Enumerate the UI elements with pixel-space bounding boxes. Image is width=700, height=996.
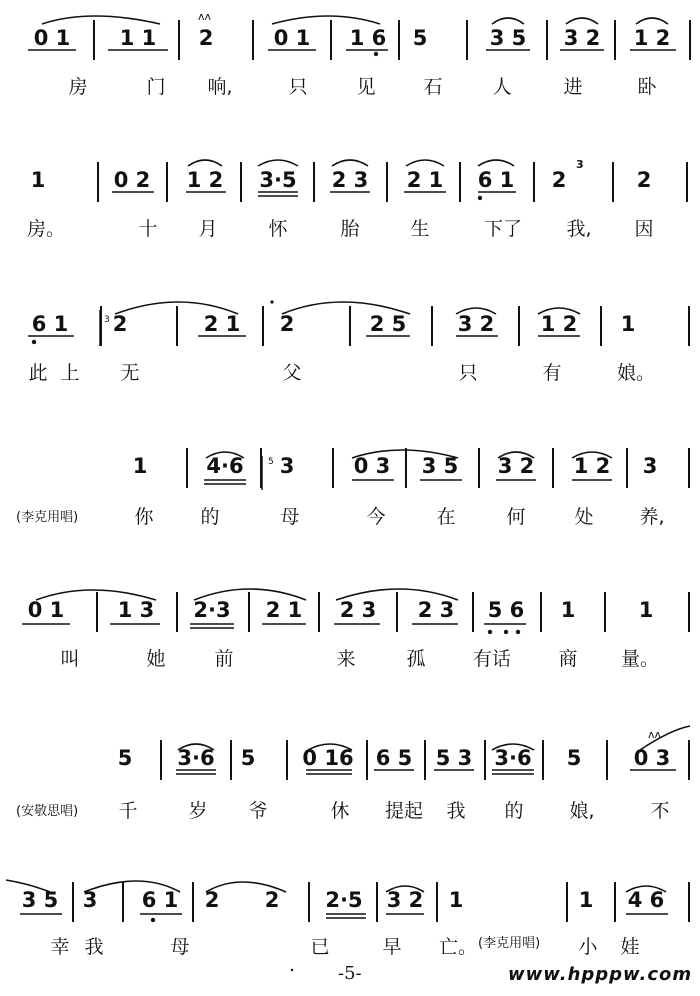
note-group: 1 3 — [117, 598, 155, 622]
bar-line — [166, 162, 168, 202]
bar-line — [533, 162, 535, 202]
svg-text:ʌʌ: ʌʌ — [648, 728, 662, 741]
bar-line — [97, 162, 99, 202]
lyrics-row — [0, 502, 700, 532]
lyric: 休 — [330, 800, 350, 822]
bar-line — [286, 740, 288, 780]
note-group: 1 — [578, 888, 594, 912]
bar-line — [552, 448, 554, 488]
lyric: 千 — [118, 800, 138, 822]
lyrics-row — [0, 644, 700, 674]
bar-line — [330, 20, 332, 60]
bar-line — [405, 448, 407, 488]
lyric: 月 — [198, 218, 218, 240]
notation-row — [0, 880, 700, 924]
lyric: 有 — [542, 362, 562, 384]
note-group: 2 3 — [331, 168, 369, 192]
note-group: 1 — [560, 598, 576, 622]
lyric: 母 — [170, 936, 190, 958]
note-group: 6 1 — [477, 168, 515, 192]
note-group: 6 1 — [141, 888, 179, 912]
note-group: 3 2 — [457, 312, 495, 336]
note-group: 5 6 — [487, 598, 525, 622]
note-group: 3 — [82, 888, 98, 912]
note-group: 5 — [240, 746, 256, 770]
bar-line — [542, 740, 544, 780]
note-group: 3 2 — [386, 888, 424, 912]
bar-line — [349, 306, 351, 346]
note-group: 1 1 — [119, 26, 157, 50]
note-group: 3 2 — [497, 454, 535, 478]
website-watermark: www.hpppw.com — [508, 964, 693, 985]
svg-text:ʌʌ: ʌʌ — [198, 10, 212, 23]
note-group: 6 5 — [375, 746, 413, 770]
note-group: 3 — [279, 454, 295, 478]
note-group: 1 2 — [186, 168, 224, 192]
note-group: 5 — [117, 746, 133, 770]
note-group: 1 — [30, 168, 46, 192]
note-group: 4 6 — [627, 888, 665, 912]
lyric: 下了 — [483, 218, 523, 240]
singer-label: (安敬思唱) — [16, 804, 79, 819]
lyric: 爷 — [248, 800, 268, 822]
notation-row — [0, 446, 700, 490]
bar-line — [459, 162, 461, 202]
notation-row — [0, 590, 700, 634]
lyric: 此 — [28, 362, 48, 384]
bar-line — [308, 882, 310, 922]
bar-line — [313, 162, 315, 202]
bar-line — [600, 306, 602, 346]
lyric: 前 — [214, 648, 234, 670]
bar-line — [626, 448, 628, 488]
lyric: 何 — [506, 506, 526, 528]
bar-line — [431, 306, 433, 346]
bar-line — [688, 740, 690, 780]
lyric: 有话 — [472, 648, 512, 670]
lyric: 无 — [120, 362, 140, 384]
lyric: 在 — [436, 506, 456, 528]
lyric: 生 — [410, 218, 430, 240]
bar-line — [376, 882, 378, 922]
lyric: 不 — [650, 800, 670, 822]
svg-text:3: 3 — [104, 315, 110, 325]
note-group: 2·5 — [325, 888, 363, 912]
bar-line — [178, 20, 180, 60]
lyric: 我, — [566, 218, 592, 240]
bar-line — [332, 448, 334, 488]
bar-line — [176, 592, 178, 632]
lyric: 幸 — [50, 936, 70, 958]
lyric: 已 — [310, 936, 330, 958]
lyric: 娘。 — [616, 362, 656, 384]
bar-line — [318, 592, 320, 632]
bar-line — [230, 740, 232, 780]
bar-line — [689, 20, 691, 60]
note-group: 3 — [642, 454, 658, 478]
lyric: 我 — [84, 936, 104, 958]
lyric: 卧 — [637, 76, 657, 98]
bar-line — [72, 882, 74, 922]
notation-row — [0, 160, 700, 204]
notation-row — [0, 738, 700, 782]
lyric: 房。 — [26, 218, 66, 240]
bar-line — [688, 448, 690, 488]
note-group: 3·6 — [494, 746, 532, 770]
svg-text:5: 5 — [268, 457, 274, 467]
bar-line — [252, 20, 254, 60]
bar-line — [546, 20, 548, 60]
lyrics-row — [0, 214, 700, 244]
note-group: 6 1 — [31, 312, 69, 336]
bar-line — [424, 740, 426, 780]
note-group: 3 5 — [489, 26, 527, 50]
lyrics-row — [0, 72, 700, 102]
lyric: 娘, — [569, 800, 595, 822]
lyrics-row — [0, 932, 700, 962]
bar-line — [262, 306, 264, 346]
bar-line — [398, 20, 400, 60]
bar-line — [100, 306, 102, 346]
note-group: 2 — [279, 312, 295, 336]
lyric: 商 — [558, 648, 578, 670]
lyric: 今 — [366, 506, 386, 528]
bar-line — [192, 882, 194, 922]
lyric: 怀 — [268, 218, 288, 240]
note-group: 3·6 — [177, 746, 215, 770]
note-group: 2 1 — [265, 598, 303, 622]
lyric: 胎 — [340, 218, 360, 240]
lyric: 亡。 — [438, 936, 478, 958]
svg-text:3: 3 — [576, 158, 584, 171]
note-group: 1 2 — [633, 26, 671, 50]
note-group: 1 — [132, 454, 148, 478]
note-group: 0 1 — [273, 26, 311, 50]
bar-line — [466, 20, 468, 60]
bar-line — [472, 592, 474, 632]
note-group: 2 — [551, 168, 567, 192]
bar-line — [396, 592, 398, 632]
note-group: 3 5 — [421, 454, 459, 478]
lyric: 岁 — [188, 800, 208, 822]
lyric: 提起 — [384, 800, 424, 822]
bar-line — [484, 740, 486, 780]
note-group: 0 3 — [353, 454, 391, 478]
lyric: 只 — [288, 76, 308, 98]
bar-line — [93, 20, 95, 60]
bar-line — [606, 740, 608, 780]
notation-row — [0, 18, 700, 62]
bar-line — [160, 740, 162, 780]
lyric: 我 — [446, 800, 466, 822]
bar-line — [614, 882, 616, 922]
note-group: 2 — [198, 26, 214, 50]
bar-line — [248, 592, 250, 632]
bar-line — [518, 306, 520, 346]
lyric: 母 — [280, 506, 300, 528]
lyric: 的 — [504, 800, 524, 822]
note-group: 1 — [638, 598, 654, 622]
note-group: 1 6 — [349, 26, 387, 50]
lyric: 养, — [639, 506, 665, 528]
lyric: 处 — [574, 506, 594, 528]
lyric: 量。 — [620, 648, 660, 670]
note-group: 1 2 — [573, 454, 611, 478]
note-group: 3 2 — [563, 26, 601, 50]
bar-line — [478, 448, 480, 488]
note-group: 3·5 — [259, 168, 297, 192]
bar-line — [96, 592, 98, 632]
note-group: 5 — [412, 26, 428, 50]
singer-label: (李克用唱) — [16, 510, 79, 525]
lyric: 上 — [60, 362, 80, 384]
bar-line — [176, 306, 178, 346]
lyrics-row — [0, 796, 700, 826]
lyric: 父 — [282, 362, 302, 384]
bar-line — [614, 20, 616, 60]
lyric: 你 — [134, 506, 154, 528]
bar-line — [688, 882, 690, 922]
note-group: 1 — [620, 312, 636, 336]
bar-line — [688, 592, 690, 632]
note-group: 0 3 — [633, 746, 671, 770]
note-group: 5 — [566, 746, 582, 770]
note-group: 2 1 — [406, 168, 444, 192]
note-group: 2 5 — [369, 312, 407, 336]
singer-label: (李克用唱) — [478, 936, 541, 951]
bar-line — [122, 882, 124, 922]
lyric: 进 — [563, 76, 583, 98]
lyrics-row — [0, 358, 700, 388]
lyric: 的 — [200, 506, 220, 528]
bar-line — [540, 592, 542, 632]
bar-line — [566, 882, 568, 922]
lyric: 孤 — [406, 648, 426, 670]
note-group: 2 3 — [339, 598, 377, 622]
bar-line — [386, 162, 388, 202]
bar-line — [686, 162, 688, 202]
note-group: 3 5 — [21, 888, 59, 912]
note-group: 2 — [264, 888, 280, 912]
note-group: 2 1 — [203, 312, 241, 336]
lyric: 小 — [578, 936, 598, 958]
note-group: 2 3 — [417, 598, 455, 622]
lyric: 早 — [382, 936, 402, 958]
lyric: 娃 — [620, 936, 640, 958]
page-number: -5- — [338, 963, 362, 984]
note-group: 2·3 — [193, 598, 231, 622]
note-group: 1 — [448, 888, 464, 912]
lyric: 见 — [356, 76, 376, 98]
bar-line — [436, 882, 438, 922]
note-group: 4·6 — [206, 454, 244, 478]
bar-line — [260, 448, 262, 488]
bar-line — [688, 306, 690, 346]
bar-line — [186, 448, 188, 488]
note-group: 0 2 — [113, 168, 151, 192]
note-group: 0 1 — [27, 598, 65, 622]
lyric: 人 — [492, 76, 512, 98]
bar-line — [612, 162, 614, 202]
note-group: 5 3 — [435, 746, 473, 770]
lyric: 响, — [207, 76, 233, 98]
lyric: 因 — [634, 218, 654, 240]
lyric: 她 — [146, 648, 166, 670]
bar-line — [240, 162, 242, 202]
lyric: 十 — [138, 218, 158, 240]
note-group: 0 16 — [302, 746, 354, 770]
lyric: 石 — [423, 76, 443, 98]
lyric: 门 — [146, 76, 166, 98]
notation-row — [0, 304, 700, 348]
bar-line — [366, 740, 368, 780]
note-group: 1 2 — [540, 312, 578, 336]
lyric: 房 — [68, 76, 88, 98]
lyric: 来 — [336, 648, 356, 670]
note-group: 0 1 — [33, 26, 71, 50]
bar-line — [604, 592, 606, 632]
lyric: 只 — [458, 362, 478, 384]
note-group: 2 — [636, 168, 652, 192]
lyric: 叫 — [60, 648, 80, 670]
note-group: 2 — [112, 312, 128, 336]
note-group: 2 — [204, 888, 220, 912]
